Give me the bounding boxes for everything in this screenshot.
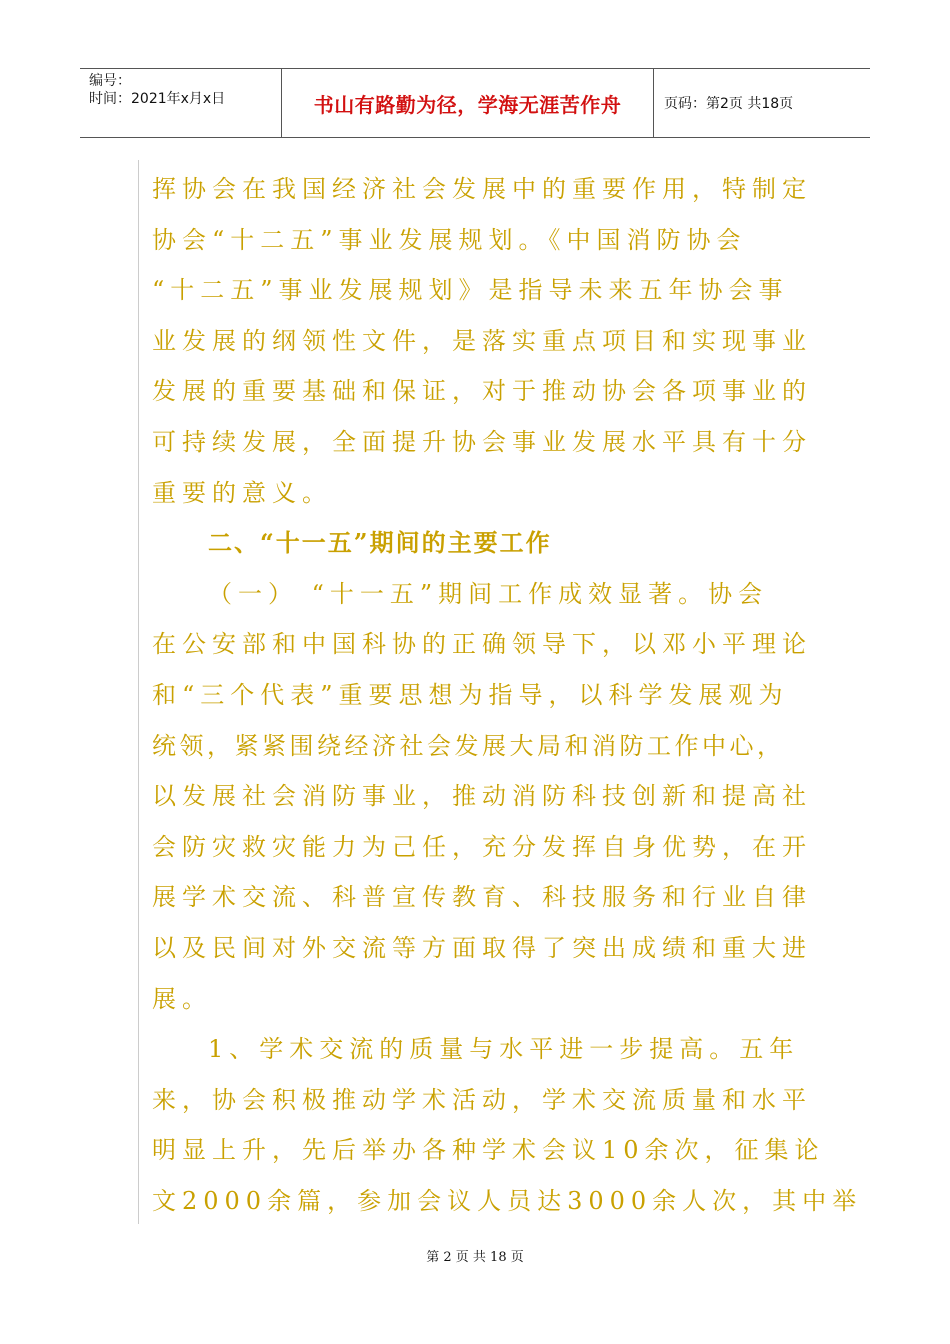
header-meta	[80, 69, 282, 137]
body-line: 重要的意义。	[152, 478, 332, 507]
page-header	[80, 68, 870, 138]
body-line: 可持续发展，全面提升协会事业发展水平具有十分	[152, 427, 812, 456]
document-body	[152, 164, 863, 1226]
section-heading: 二、“十一五”期间的主要工作	[208, 528, 552, 558]
body-line: 以及民间对外交流等方面取得了突出成绩和重大进	[152, 933, 812, 962]
body-line: 展。	[152, 984, 212, 1013]
body-line: “十二五”事业发展规划》是指导未来五年协会事	[152, 276, 789, 305]
body-line: （一） “十一五”期间工作成效显著。协会	[208, 579, 769, 608]
body-line: 业发展的纲领性文件，是落实重点项目和实现事业	[152, 326, 812, 355]
document-date-label: 时间：2021年x月x日	[89, 91, 226, 107]
body-line: 展学术交流、科普宣传教育、科技服务和行业自律	[152, 883, 812, 912]
page-footer	[0, 1246, 950, 1265]
body-line: 协会“十二五”事业发展规划。《中国消防协会	[152, 225, 747, 254]
body-line: 在公安部和中国科协的正确领导下，以邓小平理论	[152, 630, 812, 659]
margin-rule	[138, 160, 139, 1224]
body-line: 文2000余篇，参加会议人员达3000余人次，其中举	[152, 1186, 863, 1215]
body-line: 发展的重要基础和保证，对于推动协会各项事业的	[152, 377, 812, 406]
body-line: 以发展社会消防事业，推动消防科技创新和提高社	[152, 782, 812, 811]
body-line: 1、学术交流的质量与水平进一步提高。五年	[208, 1035, 800, 1064]
header-motto: 书山有路勤为径，学海无涯苦作舟	[282, 69, 654, 137]
body-line: 来，协会积极推动学术活动，学术交流质量和水平	[152, 1085, 812, 1114]
header-page-number: 页码：第2页 共18页	[664, 96, 794, 112]
document-number-label: 编号：	[89, 73, 131, 89]
body-line: 挥协会在我国经济社会发展中的重要作用，特制定	[152, 175, 812, 203]
footer-page-number: 第 2 页 共 18 页	[426, 1250, 524, 1265]
body-line: 会防灾救灾能力为己任，充分发挥自身优势，在开	[152, 832, 812, 861]
body-line: 明显上升，先后举办各种学术会议10余次，征集论	[152, 1136, 825, 1165]
body-line: 和“三个代表”重要思想为指导，以科学发展观为	[152, 680, 789, 709]
body-line: 统领，紧紧围绕经济社会发展大局和消防工作中心，	[152, 731, 785, 760]
